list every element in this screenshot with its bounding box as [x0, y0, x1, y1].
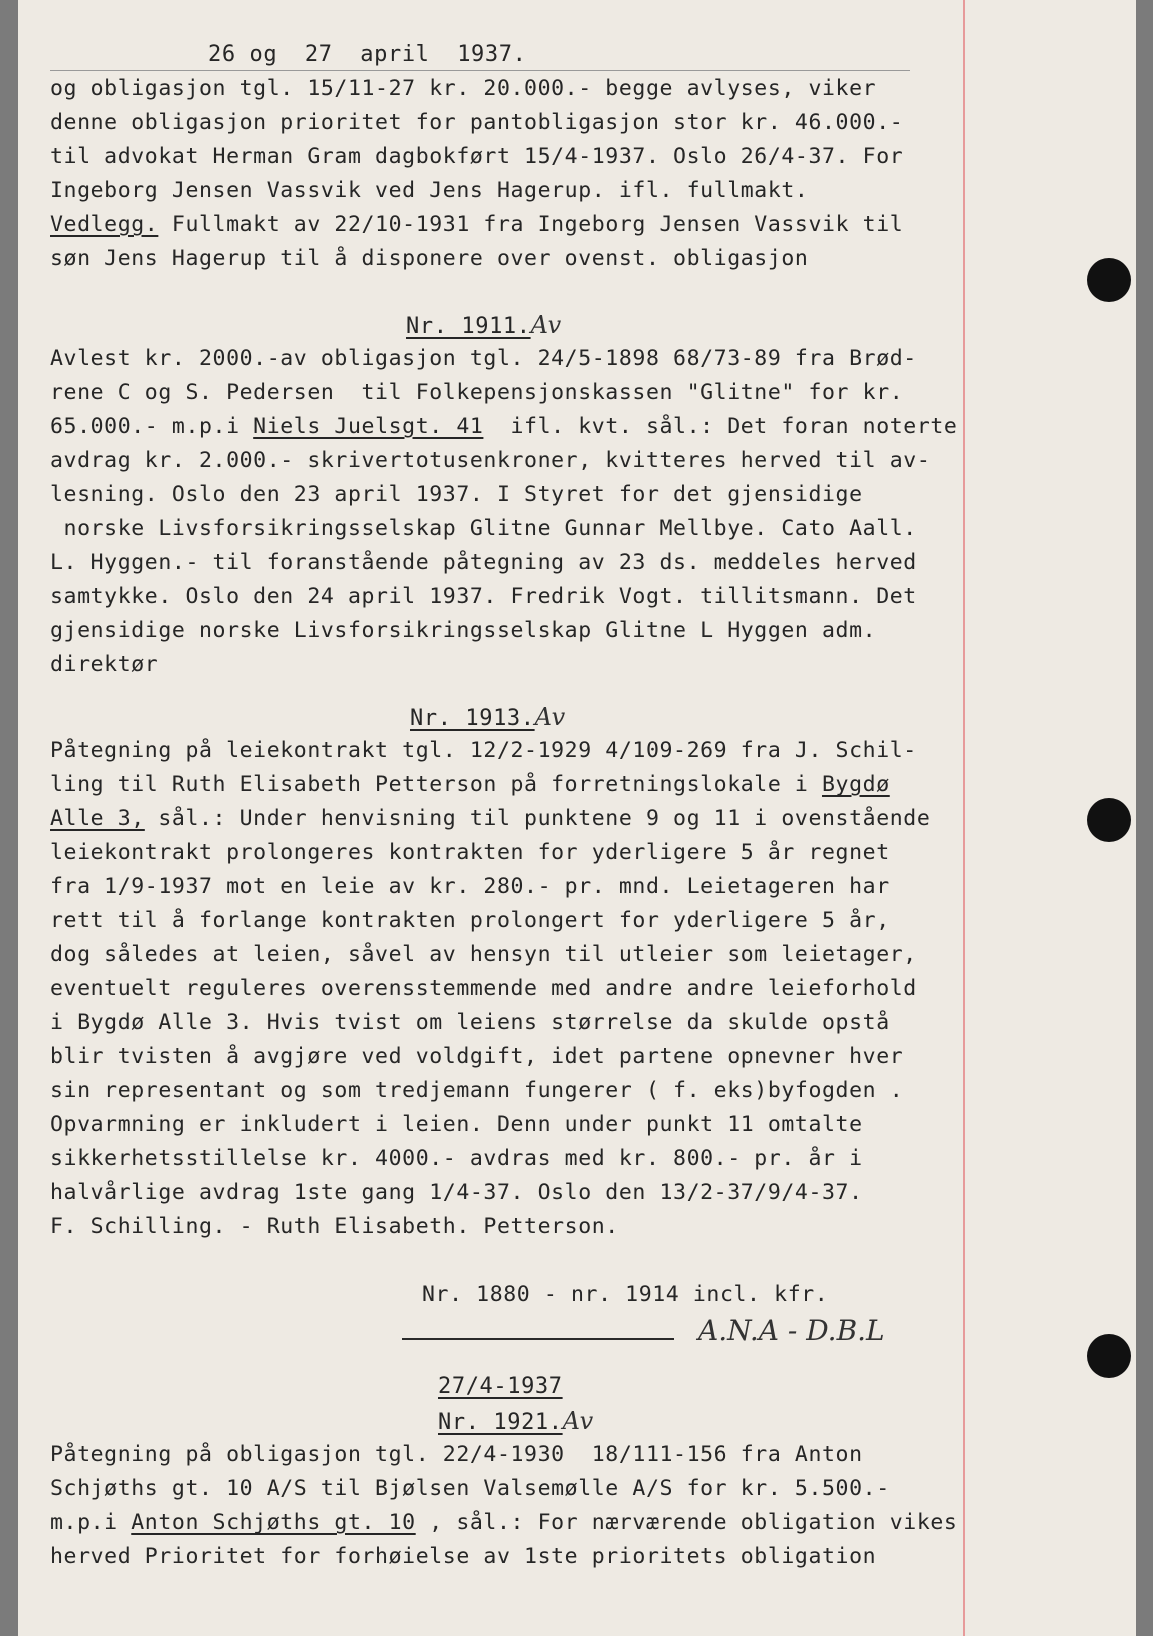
punch-hole — [1087, 1334, 1131, 1378]
address-underlined: Niels Juelsgt. 41 — [253, 414, 484, 439]
punch-hole — [1087, 798, 1131, 842]
text-line: Alle 3, sål.: Under henvisning til punktene 9 og 11 i ovenstående — [50, 806, 931, 831]
address-underlined: Anton Schjøths gt. 10 — [131, 1510, 416, 1535]
text-line: norske Livsforsikringsselskap Glitne Gunnar Mellbye. Cato Aall. — [50, 516, 917, 541]
summary-line: Nr. 1880 - nr. 1914 incl. kfr. — [422, 1282, 829, 1307]
text-line: m.p.i Anton Schjøths gt. 10 , sål.: For nærværende obligation vikes — [50, 1510, 958, 1535]
entry-heading-1913: Nr. 1913.Av — [410, 703, 566, 731]
text-line: samtykke. Oslo den 24 april 1937. Fredrik Vogt. tillitsmann. Det — [50, 584, 917, 609]
text-line: direktør — [50, 652, 159, 677]
text-line: denne obligasjon prioritet for pantobligasjon stor kr. 46.000.- — [50, 110, 904, 135]
text-line: i Bygdø Alle 3. Hvis tvist om leiens størrelse da skulde opstå — [50, 1010, 890, 1035]
initials-mark: Av — [534, 703, 566, 731]
text-line: dog således at leien, såvel av hensyn til utleier som leietager, — [50, 942, 917, 967]
punch-hole — [1087, 258, 1131, 302]
text-line: til advokat Herman Gram dagbokført 15/4-1937. Oslo 26/4-37. For — [50, 144, 904, 169]
margin-line — [963, 0, 965, 1636]
address-underlined: Alle 3, — [50, 806, 145, 831]
address-underlined: Bygdø — [822, 772, 890, 797]
separator-rule — [402, 1338, 674, 1340]
text-line: Schjøths gt. 10 A/S til Bjølsen Valsemølle A/S for kr. 5.500.- — [50, 1476, 890, 1501]
date-heading: 27/4-1937 — [438, 1374, 563, 1399]
text-line: Ingeborg Jensen Vassvik ved Jens Hagerup. ifl. fullmakt. — [50, 178, 809, 203]
text-line: og obligasjon tgl. 15/11-27 kr. 20.000.- begge avlyses, viker — [50, 76, 877, 101]
text-line: L. Hyggen.- til foranstående påtegning av 23 ds. meddeles herved — [50, 550, 917, 575]
text-line: halvårlige avdrag 1ste gang 1/4-37. Oslo den 13/2-37/9/4-37. — [50, 1180, 863, 1205]
text-line: rene C og S. Pedersen til Folkepensjonskassen "Glitne" for kr. — [50, 380, 904, 405]
text-line: sin representant og som tredjemann fungerer ( f. eks)byfogden . — [50, 1078, 904, 1103]
ledger-page — [18, 0, 1136, 1636]
initials-mark: Av — [562, 1407, 594, 1435]
text-line: søn Jens Hagerup til å disponere over ovenst. obligasjon — [50, 246, 809, 271]
header-rule — [50, 70, 910, 71]
text-line: F. Schilling. - Ruth Elisabeth. Petterson. — [50, 1214, 619, 1239]
text-line: Avlest kr. 2000.-av obligasjon tgl. 24/5-1898 68/73-89 fra Brød- — [50, 346, 917, 371]
text-line: ling til Ruth Elisabeth Petterson på forretningslokale i Bygdø — [50, 772, 890, 797]
page-header: 26 og 27 april 1937. — [208, 42, 527, 67]
text-line: lesning. Oslo den 23 april 1937. I Styret for det gjensidige — [50, 482, 863, 507]
text-line — [50, 212, 903, 238]
text-line: Opvarmning er inkludert i leien. Denn under punkt 11 omtalte — [50, 1112, 863, 1137]
text-line: herved Prioritet for forhøielse av 1ste prioritets obligation — [50, 1544, 877, 1569]
text-line: Påtegning på leiekontrakt tgl. 12/2-1929 4/109-269 fra J. Schil- — [50, 738, 917, 763]
text-line: sikkerhetsstillelse kr. 4000.- avdras med kr. 800.- pr. år i — [50, 1146, 863, 1171]
text-line: Påtegning på obligasjon tgl. 22/4-1930 18/111-156 fra Anton — [50, 1442, 863, 1467]
text-line: fra 1/9-1937 mot en leie av kr. 280.- pr. mnd. Leietageren har — [50, 874, 890, 899]
initials-mark: Av — [530, 311, 562, 339]
vedlegg-text: Fullmakt av 22/10-1931 fra Ingeborg Jensen Vassvik til — [158, 212, 904, 237]
entry-heading-1911: Nr. 1911.Av — [406, 311, 562, 339]
handwritten-signature: A.N.A - D.B.L — [698, 1314, 885, 1347]
text-line: blir tvisten å avgjøre ved voldgift, idet partene opnevner hver — [50, 1044, 904, 1069]
text-line: 65.000.- m.p.i Niels Juelsgt. 41 ifl. kvt. sål.: Det foran noterte — [50, 414, 958, 439]
entry-heading-1921: Nr. 1921.Av — [438, 1407, 594, 1435]
text-line: eventuelt reguleres overensstemmende med andre andre leieforhold — [50, 976, 917, 1001]
text-line: rett til å forlange kontrakten prolongert for yderligere 5 år, — [50, 908, 890, 933]
text-line: gjensidige norske Livsforsikringsselskap Glitne L Hyggen adm. — [50, 618, 877, 643]
text-line: leiekontrakt prolongeres kontrakten for yderligere 5 år regnet — [50, 840, 890, 865]
text-line: avdrag kr. 2.000.- skrivertotusenkroner, kvitteres herved til av- — [50, 448, 931, 473]
vedlegg-label: Vedlegg. — [50, 212, 159, 237]
